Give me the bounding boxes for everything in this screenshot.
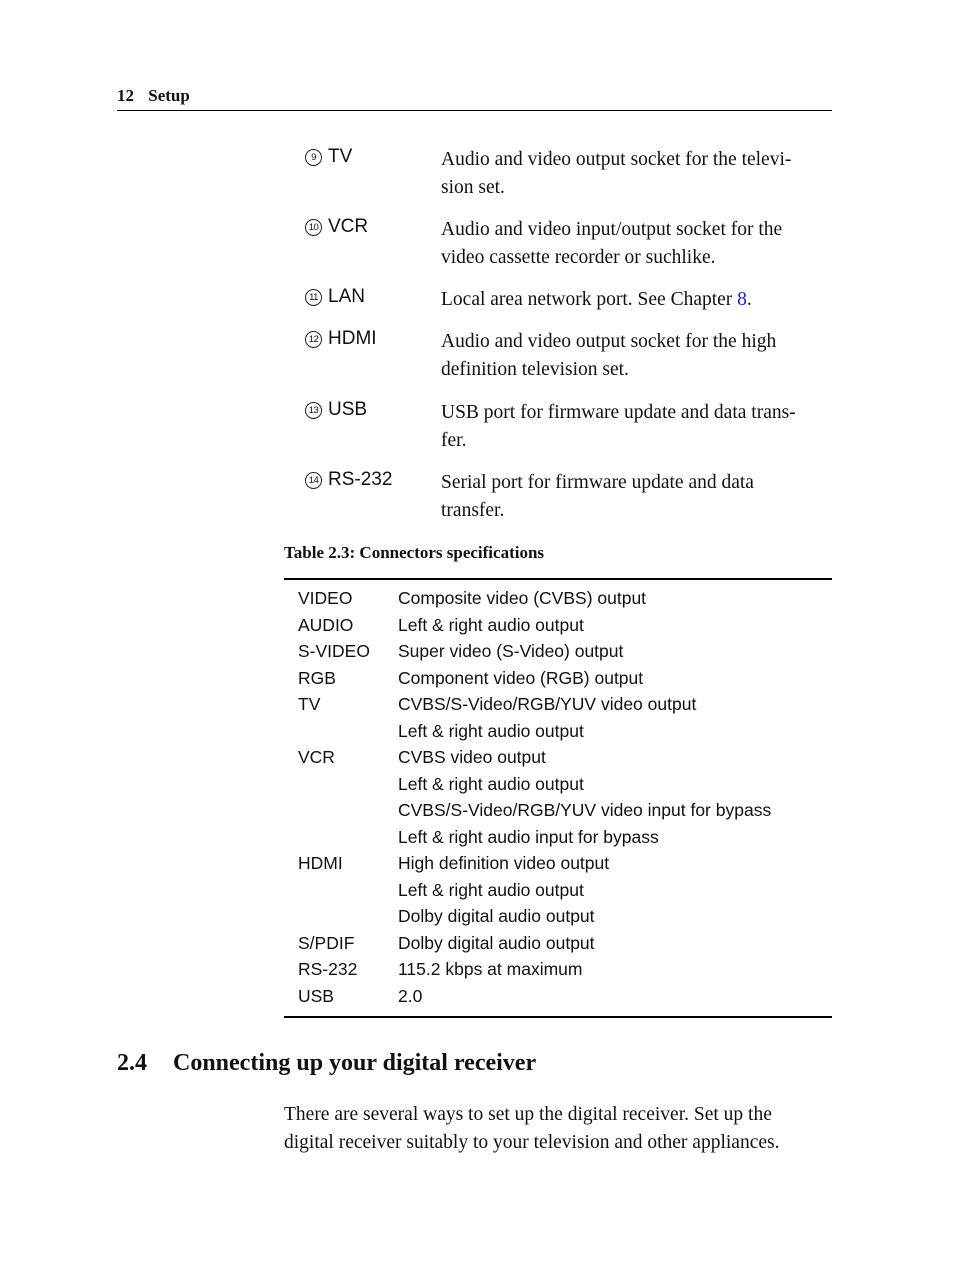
table-cell-spec: Dolby digital audio output [398,932,595,953]
table-cell-spec: CVBS/S-Video/RGB/YUV video output [398,694,697,714]
description-punctuation: . [746,289,752,310]
table-cell-connector: RGB [298,667,336,688]
table-row [284,585,832,612]
description-line: fer. [441,430,467,451]
connector-label [305,469,435,491]
table-row [284,612,832,639]
paragraph-line: There are several ways to set up the digital receiver. Set up the [284,1104,772,1125]
connector-description [441,146,835,202]
table-cell-spec: Component video (RGB) output [398,667,644,688]
connector-name: LAN [328,286,365,307]
table-cell-spec: 2.0 [398,985,423,1006]
table-row [284,638,832,665]
connector-description [441,469,835,525]
table-cell-spec: Left & right audio input for bypass [398,826,659,847]
table-row [284,983,832,1010]
table-row [284,744,832,771]
table-row [284,824,832,851]
table-cell-connector: S/PDIF [298,932,355,953]
table-cell-spec: 115.2 kbps at maximum [398,959,583,979]
description-line: USB port for firmware update and data trans- [441,402,796,423]
table-row [284,691,832,718]
connector-label [305,216,435,238]
description-line: Audio and video output socket for the televi- [441,149,792,170]
circled-number-icon: 14 [305,472,322,489]
connector-name: RS-232 [328,469,393,490]
table-row [284,771,832,798]
table-row [284,930,832,957]
chapter-name: Setup [148,86,190,105]
table-cell-connector: RS-232 [298,959,358,979]
table-row [284,903,832,930]
description-line: video cassette recorder or suchlike. [441,247,716,268]
table-cell-spec: Left & right audio output [398,879,584,900]
description-line: transfer. [441,500,505,521]
table-cell-spec: Dolby digital audio output [398,906,595,926]
running-header [117,86,832,111]
circled-number-icon: 11 [305,289,322,306]
connector-description [441,328,835,384]
table-cell-spec: Left & right audio output [398,773,584,794]
table-cell-spec: CVBS/S-Video/RGB/YUV video input for bypass [398,800,772,820]
connector-name: USB [328,399,368,420]
table-cell-connector: VIDEO [298,588,353,608]
connector-name: VCR [328,216,369,237]
table-cell-spec: Left & right audio output [398,720,584,741]
table-row [284,665,832,692]
description-line: Local area network port. See Chapter [441,289,738,310]
connector-name: HDMI [328,328,377,349]
connector-label [305,286,435,308]
description-line: Audio and video output socket for the high [441,331,777,352]
page-number: 12 [117,86,134,105]
chapter-link[interactable]: 8 [737,289,747,310]
table-row [284,718,832,745]
paragraph-line: digital receiver suitably to your television and other appliances. [284,1132,780,1153]
description-line: definition television set. [441,359,629,380]
circled-number-icon: 13 [305,402,322,419]
table-cell-spec: Super video (S-Video) output [398,641,624,661]
circled-number-icon: 9 [305,149,322,166]
table-cell-connector: VCR [298,747,335,767]
table-cell-spec: CVBS video output [398,747,546,767]
section-heading [117,1050,536,1077]
section-number: 2.4 [117,1050,147,1076]
table-row [284,956,832,983]
table-row [284,797,832,824]
circled-number-icon: 12 [305,331,322,348]
table-cell-connector: AUDIO [298,614,354,635]
table-cell-spec: Composite video (CVBS) output [398,588,647,608]
body-paragraph [284,1101,836,1157]
description-line: sion set. [441,177,505,198]
table-row [284,877,832,904]
table-caption: Table 2.3: Connectors specifications [284,543,545,562]
connector-name: TV [328,146,353,167]
description-line: Serial port for firmware update and data [441,472,754,493]
connector-label [305,328,435,350]
connector-description [441,286,835,314]
table-cell-connector: S-VIDEO [298,641,370,661]
table-cell-connector: USB [298,985,334,1006]
circled-number-icon: 10 [305,219,322,236]
connector-description [441,216,835,272]
connector-label [305,146,435,168]
connector-description [441,399,835,455]
connector-label [305,399,435,421]
table-row [284,850,832,877]
table-cell-spec: High definition video output [398,853,610,873]
table-cell-connector: TV [298,694,321,714]
table-cell-connector: HDMI [298,853,343,873]
table-cell-spec: Left & right audio output [398,614,584,635]
section-title-text: Connecting up your digital receiver [173,1050,537,1076]
description-line: Audio and video input/output socket for the [441,219,783,240]
connectors-spec-table [284,578,832,1018]
